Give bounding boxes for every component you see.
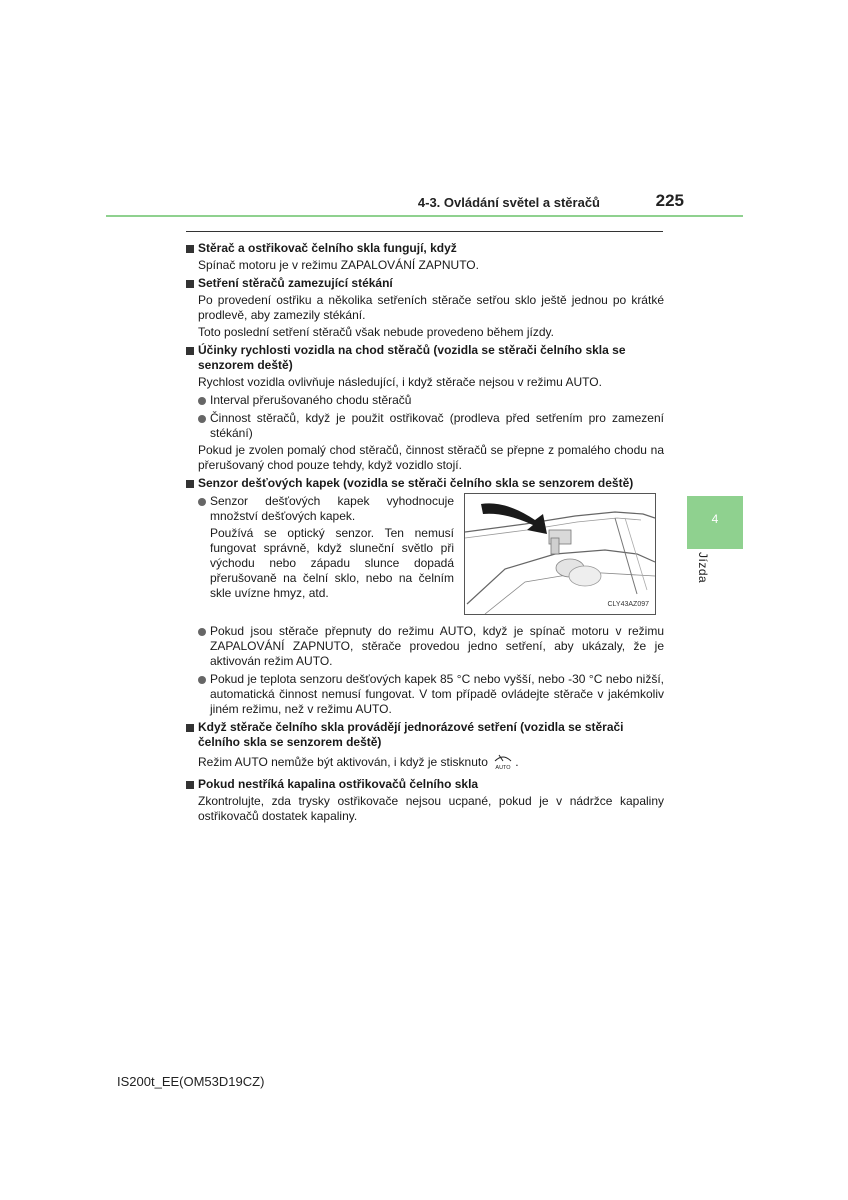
paragraph: Rychlost vozidla ovlivňuje následující, i když stěrače nejsou v režimu AUTO. <box>198 375 602 389</box>
figure-code: CLY43AZ097 <box>607 601 649 608</box>
list-item: Senzor dešťových kapek vyhodnocuje množství dešťových kapek. <box>186 494 454 524</box>
sub-paragraph: Používá se optický senzor. Ten nemusí fungovat správně, když sluneční světlo při východu nebo západu slunce dopadá přerušovaně na čelní sklo, nebo na čelním skle uvízne hmyz, atd. <box>210 526 454 600</box>
paragraph <box>186 752 664 774</box>
content-body <box>186 238 664 824</box>
heading-washer-no-fluid: Pokud nestříká kapalina ostřikovačů čelního skla <box>186 777 664 792</box>
list-item: Pokud jsou stěrače přepnuty do režimu AUTO, když je spínač motoru v režimu ZAPALOVÁNÍ ZAPNUTO, stěrače provedou jedno setření, aby ukázaly, že je aktivován režim AUTO. <box>186 624 664 669</box>
paragraph: Po provedení ostřiku a několika setřeních stěrače setřou sklo ještě jednou po krátké prodlevě, aby zamezily stékání. <box>198 293 664 322</box>
chapter-tab: 4 <box>687 496 743 549</box>
section-rule <box>186 231 663 232</box>
wiper-auto-icon <box>492 752 514 774</box>
paragraph: Toto poslední setření stěračů však nebude provedeno během jízdy. <box>198 325 554 339</box>
list-item: Pokud je teplota senzoru dešťových kapek 85 °C nebo vyšší, nebo -30 °C nebo nižší, automatická činnost nemusí fungovat. V tom případě ovládejte stěrače v jakémkoliv jiném režimu, než v režimu AUTO. <box>186 672 664 717</box>
paragraph-text: Režim AUTO nemůže být aktivován, i když je stisknuto <box>198 755 488 770</box>
header-rule <box>106 215 743 217</box>
sensor-text <box>186 491 454 601</box>
raindrop-sensor-figure <box>464 493 656 615</box>
heading-single-wipe: Když stěrače čelního skla provádějí jednorázové setření (vozidla se stěrači čelního skla se senzorem deště) <box>186 720 664 750</box>
paragraph: Zkontrolujte, zda trysky ostřikovače nejsou ucpané, pokud je v nádržce kapaliny ostřikovačů dostatek kapaliny. <box>198 794 664 823</box>
sensor-block <box>186 491 664 621</box>
paragraph-text-end: . <box>515 755 519 770</box>
list-item: Činnost stěračů, když je použit ostřikovač (prodleva před setřením pro zamezení stékání) <box>186 411 664 441</box>
heading-wiper-operate: Stěrač a ostřikovač čelního skla fungují, když <box>186 241 664 256</box>
wiper-auto-icon-label: AUTO <box>495 765 511 770</box>
chapter-label: Jízda <box>696 552 710 584</box>
header-section-title: 4-3. Ovládání světel a stěračů <box>417 195 600 210</box>
windshield-illustration <box>465 494 655 614</box>
heading-vehicle-speed-effects: Účinky rychlosti vozidla na chod stěračů (vozidla se stěrači čelního skla se senzorem deště) <box>186 343 664 373</box>
page-number: 225 <box>655 191 684 210</box>
paragraph: Spínač motoru je v režimu ZAPALOVÁNÍ ZAPNUTO. <box>198 258 479 272</box>
footer-code: IS200t_EE(OM53D19CZ) <box>117 1074 265 1089</box>
paragraph: Pokud je zvolen pomalý chod stěračů, činnost stěračů se přepne z pomalého chodu na přerušovaný chod pouze tehdy, když vozidlo stojí. <box>198 443 664 472</box>
heading-drip-prevention: Setření stěračů zamezující stékání <box>186 276 664 291</box>
list-item: Interval přerušovaného chodu stěračů <box>186 393 664 408</box>
heading-raindrop-sensor: Senzor dešťových kapek (vozidla se stěrači čelního skla se senzorem deště) <box>186 476 664 491</box>
